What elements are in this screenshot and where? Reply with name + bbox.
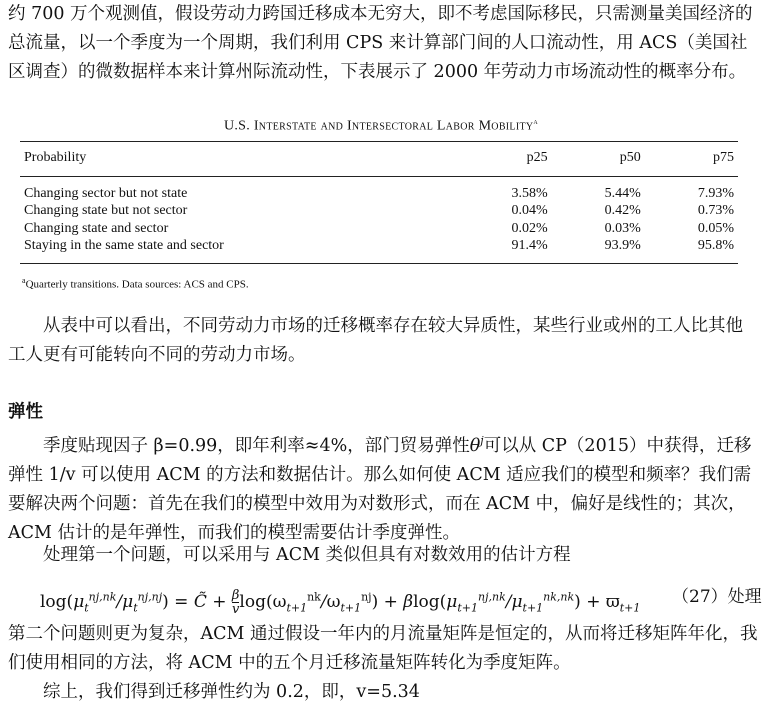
cell-p25: 0.02%	[511, 220, 548, 236]
header-probability: Probability	[24, 149, 87, 165]
table-row	[20, 220, 738, 238]
cell-p50: 0.03%	[604, 220, 641, 236]
cell-p50: 93.9%	[604, 238, 641, 254]
cell-p50: 5.44%	[604, 185, 641, 201]
table-footnote	[22, 276, 742, 291]
row-label: Changing state and sector	[24, 220, 169, 236]
cell-p25: 0.04%	[511, 203, 548, 219]
table-header-row	[20, 141, 738, 176]
theta-symbol: $\theta^j$	[469, 434, 484, 456]
table-row	[20, 176, 738, 202]
cell-p25: 3.58%	[511, 185, 548, 201]
table-title-marker: a	[533, 116, 539, 126]
cell-p75: 7.93%	[697, 185, 734, 201]
row-label: Changing state but not sector	[24, 203, 188, 219]
section-heading-elasticity: 弹性	[8, 402, 43, 422]
mobility-table	[20, 141, 738, 264]
cell-p50: 0.42%	[604, 203, 641, 219]
header-p75: p75	[713, 149, 734, 165]
paragraph-conclusion: 综上，我们得到迁移弹性约为 0.2，即，v=5.34	[43, 682, 420, 702]
table-row	[20, 202, 738, 220]
paragraph-heterogeneity: 从表中可以看出，不同劳动力市场的迁移概率存在较大异质性，某些行业或州的工人比其他工人更有可能转向不同的劳动力市场。	[8, 316, 743, 365]
cell-p75: 0.73%	[697, 203, 734, 219]
paragraph-elasticity	[8, 426, 760, 548]
cell-p75: 0.05%	[697, 220, 734, 236]
mobility-table-block	[20, 116, 742, 290]
paragraph-second-problem: 第二个问题则更为复杂，ACM 通过假设一年内的月流量矩阵是恒定的，从而将迁移矩阵年化，我们使用相同的方法，将 ACM 中的五个月迁移流量矩阵转化为季度矩阵。	[8, 624, 758, 673]
header-p50: p50	[619, 149, 641, 165]
cell-p25: 91.4%	[511, 238, 548, 254]
cell-p75: 95.8%	[697, 238, 734, 254]
row-label: Changing sector but not state	[24, 185, 188, 201]
equation-27	[40, 580, 762, 617]
equation-number: （27）处理	[672, 587, 762, 607]
paragraph-equation-intro: 处理第一个问题，可以采用与 ACM 类似但具有对数效用的估计方程	[43, 545, 571, 565]
header-p25: p25	[526, 149, 548, 165]
footnote-marker: a	[22, 275, 26, 285]
footnote-text: Quarterly transitions. Data sources: ACS and CPS.	[25, 278, 249, 291]
table-title	[20, 116, 742, 135]
paragraph-intro: 约 700 万个观测值，假设劳动力跨国迁移成本无穷大，即不考虑国际移民，只需测量美国经济的总流量，以一个季度为一个周期，我们利用 CPS 来计算部门间的人口流动性，用 ACS（美国社区调查）的微数据样本来计算州际流动性，下表展示了 2000 年劳动力市场流动性的概率分布。	[8, 4, 753, 82]
row-label: Staying in the same state and sector	[24, 238, 224, 254]
table-title-text: U.S. Interstate and Intersectoral Labor Mobility	[223, 118, 534, 134]
elasticity-text-b: 可以从 CP（2015）中获得，迁移弹性 1/v 可以使用 ACM 的方法和数据估计。那么如何使 ACM 适应我们的模型和频率？我们需要解决两个问题：首先在我们的模型中效用为对数形式，而在 ACM 中，偏好是线性的；其次，ACM 估计的是年弹性，而我们的模型需要估计季度弹性。	[8, 435, 752, 543]
equation-formula: $\log(\mu_t^{nj,nk}/\mu_t^{nj,nj})$ = C̃ + $\frac{\beta}{v}$ $\log(\omega_{t+1}^{nk}/\omega_{t+1}^{nj}) + \beta\log(\mu_{t+1}^{nj,nk}/\mu_{t+1}^{nk,nk}) + ϖ_{t+1}$	[40, 587, 641, 617]
elasticity-text-a: 季度贴现因子 β=0.99，即年利率≈4%，部门贸易弹性	[43, 435, 470, 456]
table-row	[20, 237, 738, 263]
